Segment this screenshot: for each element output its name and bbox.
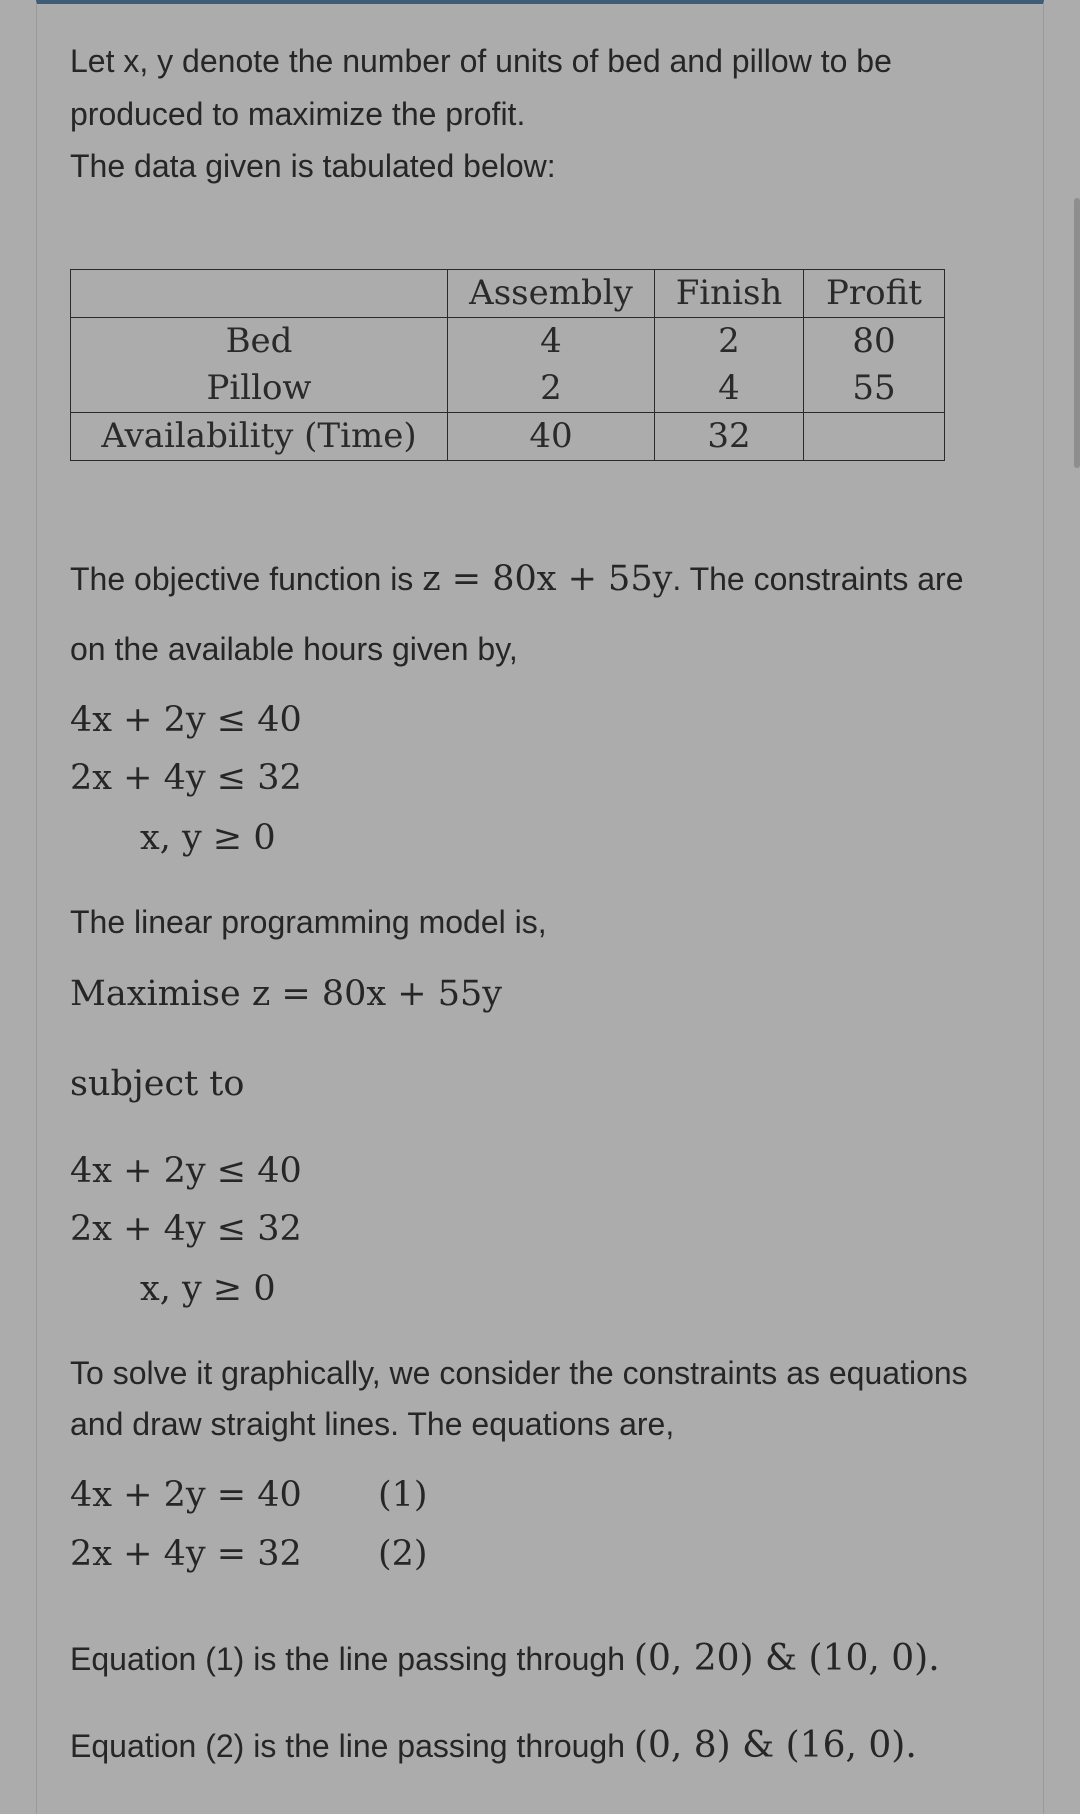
constraint-1: 4x + 2y ≤ 40 [70, 700, 302, 740]
row-label-bed: Bed [71, 318, 448, 366]
objective-text-before: The objective function is [70, 561, 423, 597]
model-constraint-2: 2x + 4y ≤ 32 [70, 1209, 302, 1249]
objective-line-1 [70, 553, 963, 605]
cell-pillow-assembly: 2 [448, 365, 655, 413]
objective-text-after: . The constraints are [672, 561, 964, 597]
intro-line-1: Let x, y denote the number of units of bed and pillow to be [70, 43, 892, 79]
equation-2-line-text [70, 1720, 917, 1772]
equation-1: 4x + 2y = 40 [70, 1475, 302, 1515]
table-header-row [71, 270, 945, 318]
subject-to: subject to [70, 1064, 245, 1104]
row-label-pillow: Pillow [71, 365, 448, 413]
cell-availability-assembly: 40 [448, 413, 655, 461]
header-cell-empty [71, 270, 448, 318]
header-cell-finish: Finish [655, 270, 804, 318]
data-table [70, 269, 945, 461]
model-maximise [70, 972, 502, 1016]
eq2-line-end: . [905, 1725, 917, 1766]
model-constraint-3: x, y ≥ 0 [140, 1269, 276, 1309]
cell-availability-profit [804, 413, 945, 461]
eq2-line-points: (0, 8) & (16, 0) [633, 1725, 906, 1766]
cell-bed-assembly: 4 [448, 318, 655, 366]
model-constraint-1: 4x + 2y ≤ 40 [70, 1151, 302, 1191]
cell-pillow-profit: 55 [804, 365, 945, 413]
equation-2: 2x + 4y = 32 [70, 1534, 302, 1574]
maximise-label: Maximise [70, 974, 241, 1014]
intro-line-3: The data given is tabulated below: [70, 148, 556, 184]
equation-2-number: (2) [378, 1534, 428, 1574]
cell-bed-profit: 80 [804, 318, 945, 366]
header-cell-assembly: Assembly [448, 270, 655, 318]
graphical-line-2: and draw straight lines. The equations are, [70, 1406, 675, 1442]
header-cell-profit: Profit [804, 270, 945, 318]
objective-math: z = 80x + 55y [422, 559, 673, 599]
objective-line-2: on the available hours given by, [70, 631, 518, 667]
equation-1-line-text [70, 1633, 940, 1685]
table-row [71, 318, 945, 366]
eq1-line-end: . [928, 1638, 940, 1679]
constraint-3: x, y ≥ 0 [140, 818, 276, 858]
eq1-line-label: Equation (1) is the line passing through [70, 1641, 634, 1677]
table-row [71, 413, 945, 461]
table-row [71, 365, 945, 413]
graphical-line-1: To solve it graphically, we consider the constraints as equations [70, 1355, 968, 1391]
eq2-line-label: Equation (2) is the line passing through [70, 1728, 634, 1764]
scrollbar[interactable] [1074, 198, 1080, 468]
equation-1-number: (1) [378, 1475, 428, 1515]
model-intro: The linear programming model is, [70, 904, 547, 940]
eq1-line-points: (0, 20) & (10, 0) [633, 1638, 929, 1679]
row-label-availability: Availability (Time) [71, 413, 448, 461]
cell-bed-finish: 2 [655, 318, 804, 366]
cell-pillow-finish: 4 [655, 365, 804, 413]
constraint-2: 2x + 4y ≤ 32 [70, 758, 302, 798]
intro-line-2: produced to maximize the profit. [70, 96, 526, 132]
cell-availability-finish: 32 [655, 413, 804, 461]
maximise-expr: z = 80x + 55y [251, 974, 503, 1014]
